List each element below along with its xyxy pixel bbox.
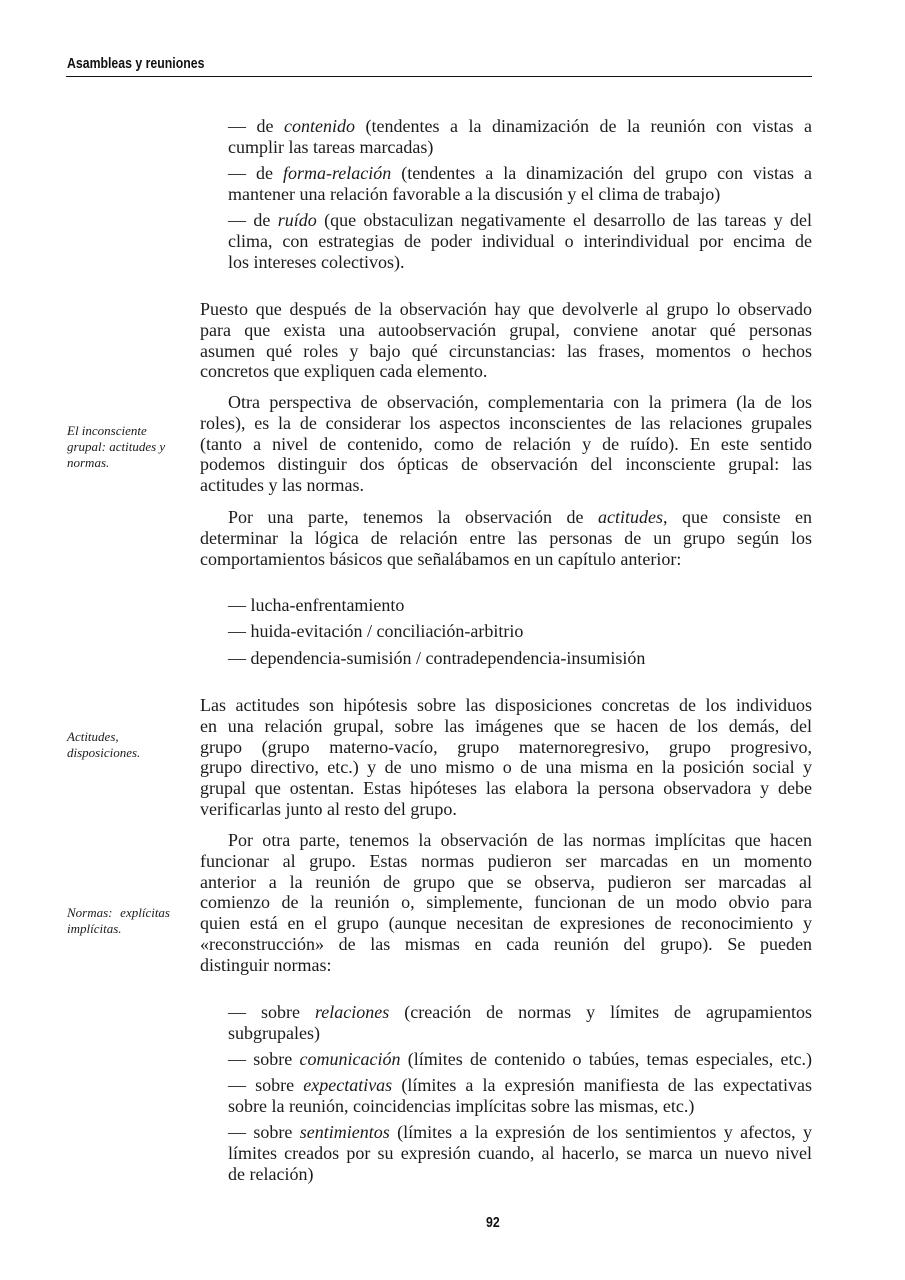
list-item-line	[228, 1049, 812, 1070]
paragraph-line: verificarlas junto al resto del grupo.	[200, 798, 457, 819]
list-item-line: — dependencia-sumisión / contradependencia-insumisión	[228, 648, 646, 668]
list-item-dash: — de	[228, 210, 271, 230]
list-item-term: contenido	[284, 116, 356, 136]
margin-note-line: Actitudes,	[67, 729, 119, 744]
list-item-term: relaciones	[314, 1002, 390, 1022]
paragraph-autoobservacion	[200, 299, 812, 382]
list-item-actitud	[228, 621, 812, 642]
paragraph-line: actitudes y las normas.	[200, 475, 364, 496]
list-item-term: expectativas	[303, 1075, 393, 1095]
margin-note-line: Normas: explícitas	[67, 905, 170, 920]
list-item-line: mantener una relación favorable a la discusión y el clima de trabajo)	[228, 183, 721, 204]
list-item-ruido	[228, 210, 812, 272]
list-item-line: los intereses colectivos).	[228, 251, 405, 272]
paragraph-line: asumen qué roles y bajo qué circunstancias: las frases, momentos o hechos	[200, 340, 812, 361]
paragraph-line: comienzo de la reunión o, simplemente, funcionan de un modo obvio para	[200, 892, 812, 913]
list-item-line	[228, 210, 812, 231]
list-item-dash: — sobre	[228, 1049, 293, 1069]
paragraph-text: Por una parte, tenemos la observación de	[228, 507, 584, 527]
paragraph-actitudes-intro	[200, 507, 812, 569]
list-item-line: subgrupales)	[228, 1022, 320, 1043]
margin-note-line: grupal: actitudes y	[67, 439, 166, 454]
page-number	[486, 1214, 503, 1232]
list-item-text: (límites a la expresión manifiesta de las expectativas	[401, 1075, 812, 1095]
paragraph-normas	[200, 830, 812, 976]
paragraph-text: , que consiste en	[663, 507, 813, 527]
list-item-text: (creación de normas y límites de agrupamientos	[404, 1002, 812, 1022]
list-item-text: (límites de contenido o tabúes, temas especiales, etc.)	[407, 1049, 812, 1069]
list-item-relaciones	[228, 1002, 812, 1044]
list-item-sentimientos	[228, 1122, 812, 1184]
paragraph-hipotesis	[200, 695, 812, 820]
paragraph-line: podemos distinguir dos ópticas de observación del inconsciente grupal: las	[200, 454, 812, 475]
paragraph-line: quien está en el grupo (aunque necesitan de expresiones de reconocimiento y	[200, 913, 812, 934]
list-item-contenido	[228, 116, 812, 158]
paragraph-line: grupo directivo, etc.) y de uno mismo o de una misma en la posición social y	[200, 757, 812, 778]
list-item-dash: — sobre	[228, 1122, 293, 1142]
list-item-line: clima, con estrategias de poder individual o interindividual por encima de	[228, 230, 812, 251]
list-item-line: — huida-evitación / conciliación-arbitrio	[228, 621, 524, 641]
list-item-term: forma-relación	[282, 163, 392, 183]
list-item-text: (límites a la expresión de los sentimientos y afectos, y	[397, 1122, 812, 1142]
list-item-actitud	[228, 648, 812, 669]
paragraph-line: comportamientos básicos que señalábamos en un capítulo anterior:	[200, 548, 682, 569]
list-item-line	[228, 1002, 812, 1023]
paragraph-line: grupo (grupo materno-vacío, grupo maternoregresivo, grupo progresivo,	[200, 736, 812, 757]
list-item-expectativas	[228, 1075, 812, 1117]
list-item-dash: — sobre	[228, 1075, 295, 1095]
list-item-actitud	[228, 595, 812, 616]
paragraph-line	[200, 507, 812, 528]
list-item-forma-relacion	[228, 163, 812, 205]
list-item-dash: — sobre	[228, 1002, 300, 1022]
list-item-line	[228, 1075, 812, 1096]
paragraph-inconsciente	[200, 392, 812, 496]
list-item-dash: — de	[228, 116, 274, 136]
list-item-line	[228, 116, 812, 137]
list-item-term: sentimientos	[299, 1122, 390, 1142]
paragraph-line: funcionar al grupo. Estas normas pudieron ser marcadas en un momento	[200, 850, 812, 871]
paragraph-line: concretos que expliquen cada elemento.	[200, 361, 488, 382]
paragraph-line: Otra perspectiva de observación, complementaria con la primera (la de los	[228, 392, 812, 412]
paragraph-line: determinar la lógica de relación entre las personas de un grupo según los	[200, 527, 812, 548]
paragraph-line: para que exista una autoobservación grupal, conviene anotar qué personas	[200, 319, 812, 340]
list-item-text: (tendentes a la dinamización del grupo con vistas a	[401, 163, 813, 183]
paragraph-line: roles), es la de considerar los aspectos inconscientes de las relaciones grupales	[200, 412, 812, 433]
list-item-text: (tendentes a la dinamización de la reunión con vistas a	[365, 116, 813, 136]
list-item-term: comunicación	[299, 1049, 401, 1069]
list-item-line: sobre la reunión, coincidencias implícitas sobre las mismas, etc.)	[228, 1095, 695, 1116]
paragraph-line: (tanto a nivel de contenido, como de relación y de ruído). En este sentido	[200, 433, 812, 454]
list-item-line: límites creados por su expresión cuando, al hacerlo, se marca un nuevo nivel	[228, 1142, 812, 1163]
margin-note-line: disposiciones.	[67, 745, 141, 760]
margin-note-normas	[67, 905, 170, 937]
paragraph-line: en una relación grupal, sobre las imágenes que se hacen de los demás, del	[200, 715, 812, 736]
list-item-line	[228, 1122, 812, 1143]
list-item-line: — lucha-enfrentamiento	[228, 595, 405, 615]
margin-note-line: implícitas.	[67, 921, 122, 936]
margin-note-actitudes	[67, 729, 170, 761]
margin-note-inconsciente	[67, 423, 170, 471]
page-number-text: 92	[486, 1214, 500, 1231]
margin-note-line: normas.	[67, 455, 110, 470]
paragraph-line: Por otra parte, tenemos la observación de las normas implícitas que hacen	[228, 830, 812, 850]
list-item-line: de relación)	[228, 1163, 314, 1184]
paragraph-term: actitudes	[598, 507, 663, 527]
paragraph-line: Puesto que después de la observación hay que devolverle al grupo lo observado	[200, 299, 812, 319]
paragraph-line: distinguir normas:	[200, 954, 332, 975]
list-item-term: ruído	[277, 210, 317, 230]
paragraph-line: anterior a la reunión de grupo que se observa, pudieron ser marcadas al	[200, 871, 812, 892]
paragraph-line: «reconstrucción» de las mismas en cada reunión del grupo). Se pueden	[200, 933, 812, 954]
list-item-dash: — de	[228, 163, 273, 183]
list-item-text: (que obstaculizan negativamente el desarrollo de las tareas y del	[324, 210, 813, 230]
header-rule	[66, 76, 812, 77]
list-item-line	[228, 163, 812, 184]
list-item-comunicacion	[228, 1049, 812, 1070]
margin-note-line: El inconsciente	[67, 423, 147, 438]
paragraph-line: grupal que ostentan. Estas hipóteses las elabora la persona observadora y debe	[200, 778, 812, 799]
paragraph-line: Las actitudes son hipótesis sobre las disposiciones concretas de los individuos	[200, 695, 812, 715]
running-header-title: Asambleas y reuniones	[67, 55, 205, 72]
list-item-line: cumplir las tareas marcadas)	[228, 136, 434, 157]
running-header	[67, 55, 235, 73]
